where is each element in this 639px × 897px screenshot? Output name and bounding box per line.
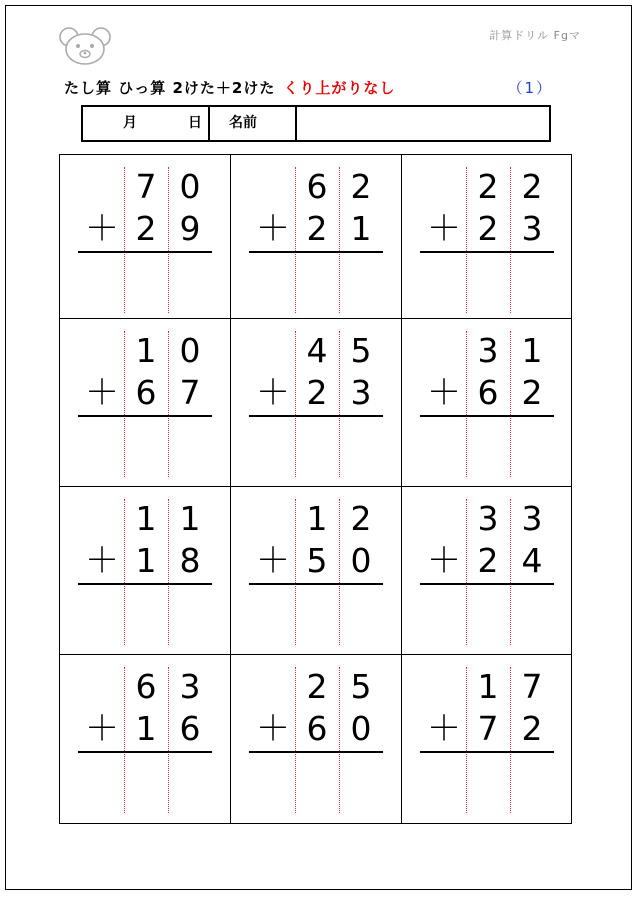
answer-line bbox=[78, 751, 212, 753]
bottom-ones-digit: 9 bbox=[179, 209, 201, 248]
day-label: 日 bbox=[188, 115, 202, 131]
top-ones-digit: 0 bbox=[179, 331, 201, 370]
bottom-tens-digit: 6 bbox=[306, 709, 328, 748]
top-ones-digit: 2 bbox=[521, 167, 543, 206]
top-ones-digit: 7 bbox=[521, 667, 543, 706]
bottom-ones-digit: 3 bbox=[350, 373, 372, 412]
bottom-tens-digit: 5 bbox=[306, 541, 328, 580]
plus-sign: ＋ bbox=[427, 209, 461, 249]
bottom-tens-digit: 2 bbox=[477, 209, 499, 248]
bottom-ones-digit: 8 bbox=[179, 541, 201, 580]
plus-sign: ＋ bbox=[256, 209, 290, 249]
problem-cell bbox=[60, 319, 231, 486]
top-tens-digit: 1 bbox=[477, 667, 499, 706]
answer-line bbox=[420, 583, 554, 585]
problem-cell bbox=[402, 155, 573, 322]
bottom-tens-digit: 2 bbox=[135, 209, 157, 248]
problem-cell bbox=[231, 319, 402, 486]
problem-cell bbox=[402, 655, 573, 822]
bear-logo-icon bbox=[58, 26, 112, 66]
bottom-ones-digit: 7 bbox=[179, 373, 201, 412]
bottom-ones-digit: 2 bbox=[521, 373, 543, 412]
top-tens-digit: 3 bbox=[477, 499, 499, 538]
title-subtitle: くり上がりなし bbox=[283, 79, 396, 97]
sheet-number: （1） bbox=[507, 79, 553, 97]
title-text: たし算 ひっ算 2けた＋2けた bbox=[64, 79, 276, 97]
problem-cell bbox=[60, 487, 231, 654]
namebox-divider bbox=[208, 107, 210, 140]
bottom-ones-digit: 1 bbox=[350, 209, 372, 248]
month-label: 月 bbox=[123, 115, 137, 131]
top-tens-digit: 3 bbox=[477, 331, 499, 370]
bottom-ones-digit: 0 bbox=[350, 709, 372, 748]
top-ones-digit: 1 bbox=[179, 499, 201, 538]
problem-cell bbox=[402, 319, 573, 486]
plus-sign: ＋ bbox=[85, 373, 119, 413]
plus-sign: ＋ bbox=[427, 373, 461, 413]
problem-cell bbox=[231, 487, 402, 654]
answer-line bbox=[420, 251, 554, 253]
brand-label: 計算ドリル Fgマ bbox=[489, 29, 581, 42]
bottom-tens-digit: 2 bbox=[477, 541, 499, 580]
problem-cell bbox=[60, 655, 231, 822]
plus-sign: ＋ bbox=[85, 541, 119, 581]
top-tens-digit: 1 bbox=[135, 331, 157, 370]
top-tens-digit: 6 bbox=[135, 667, 157, 706]
answer-line bbox=[78, 583, 212, 585]
answer-line bbox=[420, 751, 554, 753]
bottom-ones-digit: 2 bbox=[521, 709, 543, 748]
top-ones-digit: 3 bbox=[179, 667, 201, 706]
top-tens-digit: 2 bbox=[306, 667, 328, 706]
bottom-tens-digit: 1 bbox=[135, 709, 157, 748]
bottom-tens-digit: 7 bbox=[477, 709, 499, 748]
top-tens-digit: 7 bbox=[135, 167, 157, 206]
problem-cell bbox=[60, 155, 231, 322]
plus-sign: ＋ bbox=[427, 541, 461, 581]
answer-line bbox=[249, 415, 383, 417]
problem-cell bbox=[231, 655, 402, 822]
top-ones-digit: 0 bbox=[179, 167, 201, 206]
plus-sign: ＋ bbox=[85, 709, 119, 749]
bottom-ones-digit: 3 bbox=[521, 209, 543, 248]
answer-line bbox=[249, 751, 383, 753]
problem-cell bbox=[231, 155, 402, 322]
problem-cell bbox=[402, 487, 573, 654]
plus-sign: ＋ bbox=[85, 209, 119, 249]
top-ones-digit: 5 bbox=[350, 331, 372, 370]
bottom-tens-digit: 6 bbox=[135, 373, 157, 412]
bottom-ones-digit: 6 bbox=[179, 709, 201, 748]
top-tens-digit: 1 bbox=[135, 499, 157, 538]
page-title bbox=[64, 77, 395, 98]
bottom-tens-digit: 2 bbox=[306, 209, 328, 248]
plus-sign: ＋ bbox=[427, 709, 461, 749]
top-ones-digit: 1 bbox=[521, 331, 543, 370]
bottom-ones-digit: 4 bbox=[521, 541, 543, 580]
answer-line bbox=[78, 251, 212, 253]
top-tens-digit: 2 bbox=[477, 167, 499, 206]
bottom-tens-digit: 2 bbox=[306, 373, 328, 412]
plus-sign: ＋ bbox=[256, 709, 290, 749]
answer-line bbox=[78, 415, 212, 417]
top-ones-digit: 3 bbox=[521, 499, 543, 538]
name-label: 名前 bbox=[229, 115, 257, 131]
top-tens-digit: 1 bbox=[306, 499, 328, 538]
name-date-box bbox=[81, 105, 551, 142]
top-tens-digit: 6 bbox=[306, 167, 328, 206]
bottom-tens-digit: 1 bbox=[135, 541, 157, 580]
problem-grid bbox=[59, 154, 572, 824]
top-ones-digit: 2 bbox=[350, 499, 372, 538]
title-row bbox=[64, 77, 559, 99]
answer-line bbox=[249, 251, 383, 253]
top-ones-digit: 5 bbox=[350, 667, 372, 706]
answer-line bbox=[249, 583, 383, 585]
plus-sign: ＋ bbox=[256, 541, 290, 581]
bottom-ones-digit: 0 bbox=[350, 541, 372, 580]
answer-line bbox=[420, 415, 554, 417]
bottom-tens-digit: 6 bbox=[477, 373, 499, 412]
namebox-divider bbox=[295, 107, 297, 140]
top-ones-digit: 2 bbox=[350, 167, 372, 206]
plus-sign: ＋ bbox=[256, 373, 290, 413]
top-tens-digit: 4 bbox=[306, 331, 328, 370]
